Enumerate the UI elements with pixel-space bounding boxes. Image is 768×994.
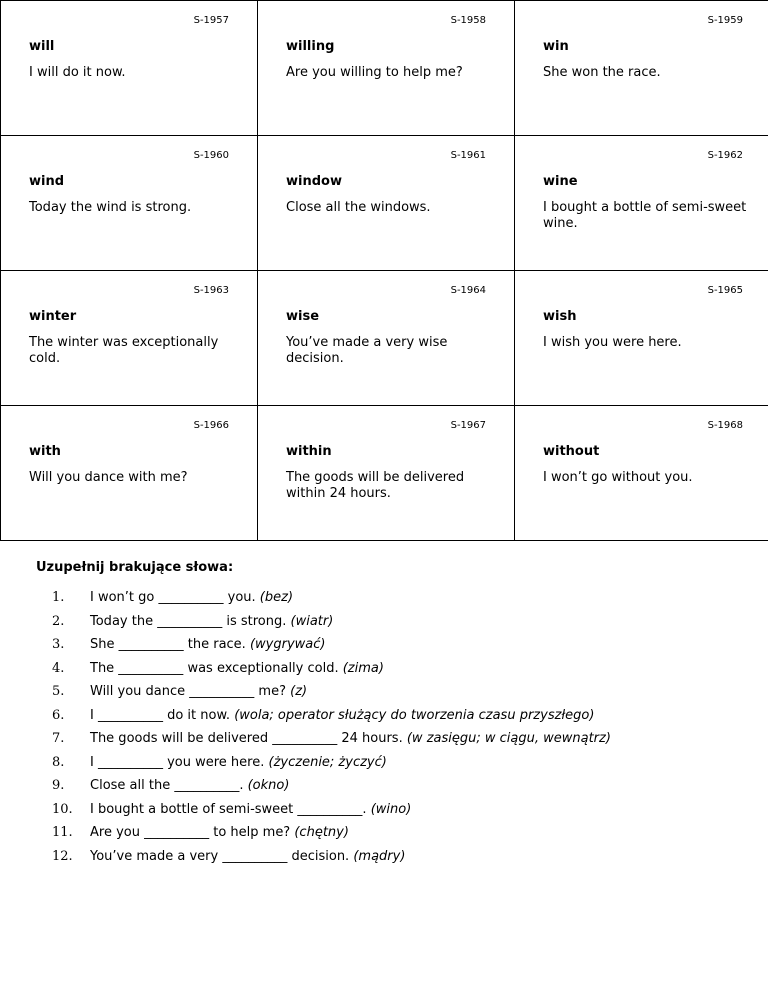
- exercise-number: 12.: [52, 848, 73, 864]
- card-code: S-1958: [450, 15, 486, 26]
- card-code: S-1960: [193, 150, 229, 161]
- card-sentence: I bought a bottle of semi-sweet wine.: [543, 200, 747, 231]
- exercise-text: Today the __________ is strong.: [90, 613, 287, 629]
- flashcard: [1, 1, 258, 136]
- exercise-number: 11.: [52, 825, 73, 840]
- flashcard: [515, 1, 768, 136]
- card-row: [1, 271, 768, 406]
- exercise-text: Close all the __________.: [90, 778, 244, 793]
- exercise-list: [52, 590, 611, 872]
- flashcard: [515, 136, 768, 271]
- exercise-hint: (wiatr): [290, 613, 334, 629]
- exercise-text: I won’t go __________ you.: [90, 590, 256, 605]
- card-row: [1, 136, 768, 271]
- card-word: win: [543, 39, 569, 54]
- exercise-number: 8.: [52, 754, 65, 770]
- card-code: S-1968: [707, 420, 743, 431]
- exercise-hint: (mądry): [353, 848, 406, 864]
- exercise-hint: (chętny): [294, 825, 349, 840]
- card-row: [1, 406, 768, 541]
- card-word: with: [29, 444, 61, 459]
- exercise-item: [52, 755, 611, 779]
- exercise-number: 5.: [52, 684, 65, 699]
- card-sentence: You’ve made a very wise decision.: [286, 335, 448, 366]
- exercise-text: The __________ was exceptionally cold.: [90, 660, 339, 676]
- card-code: S-1964: [450, 285, 486, 296]
- flashcard: [258, 1, 515, 136]
- card-sentence: Close all the windows.: [286, 200, 431, 215]
- card-code: S-1963: [193, 285, 229, 296]
- flashcard: [258, 406, 515, 541]
- card-word: within: [286, 444, 332, 459]
- card-sentence: The goods will be delivered within 24 hours.: [286, 470, 465, 501]
- exercise-item: [52, 849, 611, 873]
- exercise-item: [52, 708, 611, 732]
- exercise-text: The goods will be delivered __________ 24 hours.: [90, 731, 403, 746]
- exercise-text: I __________ do it now.: [90, 707, 231, 723]
- exercise-hint: (okno): [247, 778, 290, 793]
- card-sentence: I will do it now.: [29, 65, 126, 80]
- exercise-item: [52, 637, 611, 661]
- card-sentence: I wish you were here.: [543, 335, 682, 350]
- card-code: S-1965: [707, 285, 743, 296]
- exercise-hint: (wino): [370, 801, 412, 817]
- flashcard: [515, 406, 768, 541]
- card-sentence: I won’t go without you.: [543, 470, 693, 485]
- card-word: will: [29, 39, 55, 54]
- card-sentence: Will you dance with me?: [29, 470, 188, 485]
- exercise-number: 1.: [52, 590, 65, 605]
- card-word: window: [286, 174, 342, 189]
- card-word: wise: [286, 309, 320, 324]
- exercise-number: 6.: [52, 707, 65, 723]
- exercise-number: 7.: [52, 731, 65, 746]
- exercise-text: I bought a bottle of semi-sweet __________.: [90, 801, 367, 817]
- exercise-hint: (wygrywać): [249, 637, 326, 652]
- exercise-number: 4.: [52, 660, 65, 676]
- exercise-item: [52, 825, 611, 849]
- card-word: wine: [543, 174, 578, 189]
- exercise-text: You’ve made a very __________ decision.: [90, 848, 350, 864]
- card-word: willing: [286, 39, 335, 54]
- card-word: winter: [29, 309, 77, 324]
- exercise-hint: (wola; operator służący do tworzenia czasu przyszłego): [234, 707, 595, 723]
- exercise-text: She __________ the race.: [90, 637, 246, 652]
- flashcard: [515, 271, 768, 406]
- card-code: S-1966: [193, 420, 229, 431]
- card-row: [1, 1, 768, 136]
- card-word: without: [543, 444, 600, 459]
- card-code: S-1967: [450, 420, 486, 431]
- card-sentence: Are you willing to help me?: [286, 65, 463, 80]
- flashcard: [258, 271, 515, 406]
- flashcard: [1, 271, 258, 406]
- exercise-item: [52, 614, 611, 638]
- flashcard: [1, 136, 258, 271]
- exercise-item: [52, 590, 611, 614]
- card-sentence: Today the wind is strong.: [29, 200, 192, 215]
- card-word: wish: [543, 309, 577, 324]
- exercise-item: [52, 684, 611, 708]
- exercise-number: 10.: [52, 801, 73, 817]
- exercise-text: Are you __________ to help me?: [90, 825, 291, 840]
- exercise-text: I __________ you were here.: [90, 754, 265, 770]
- exercise-hint: (życzenie; życzyć): [268, 754, 387, 770]
- card-code: S-1959: [707, 15, 743, 26]
- card-word: wind: [29, 174, 65, 189]
- exercise-hint: (bez): [259, 590, 294, 605]
- card-sentence: The winter was exceptionally cold.: [29, 335, 219, 366]
- flashcard: [1, 406, 258, 541]
- exercise-item: [52, 778, 611, 802]
- card-code: S-1961: [450, 150, 486, 161]
- exercise-item: [52, 661, 611, 685]
- card-code: S-1957: [193, 15, 229, 26]
- exercise-number: 2.: [52, 613, 65, 629]
- card-code: S-1962: [707, 150, 743, 161]
- exercise-heading: Uzupełnij brakujące słowa:: [36, 560, 234, 575]
- flashcard: [258, 136, 515, 271]
- exercise-item: [52, 802, 611, 826]
- exercise-item: [52, 731, 611, 755]
- exercise-hint: (z): [290, 684, 308, 699]
- card-sentence: She won the race.: [543, 65, 661, 80]
- exercise-hint: (zima): [342, 660, 384, 676]
- exercise-hint: (w zasięgu; w ciągu, wewnątrz): [406, 731, 611, 746]
- exercise-text: Will you dance __________ me?: [90, 684, 286, 699]
- exercise-number: 3.: [52, 637, 65, 652]
- exercise-number: 9.: [52, 778, 65, 793]
